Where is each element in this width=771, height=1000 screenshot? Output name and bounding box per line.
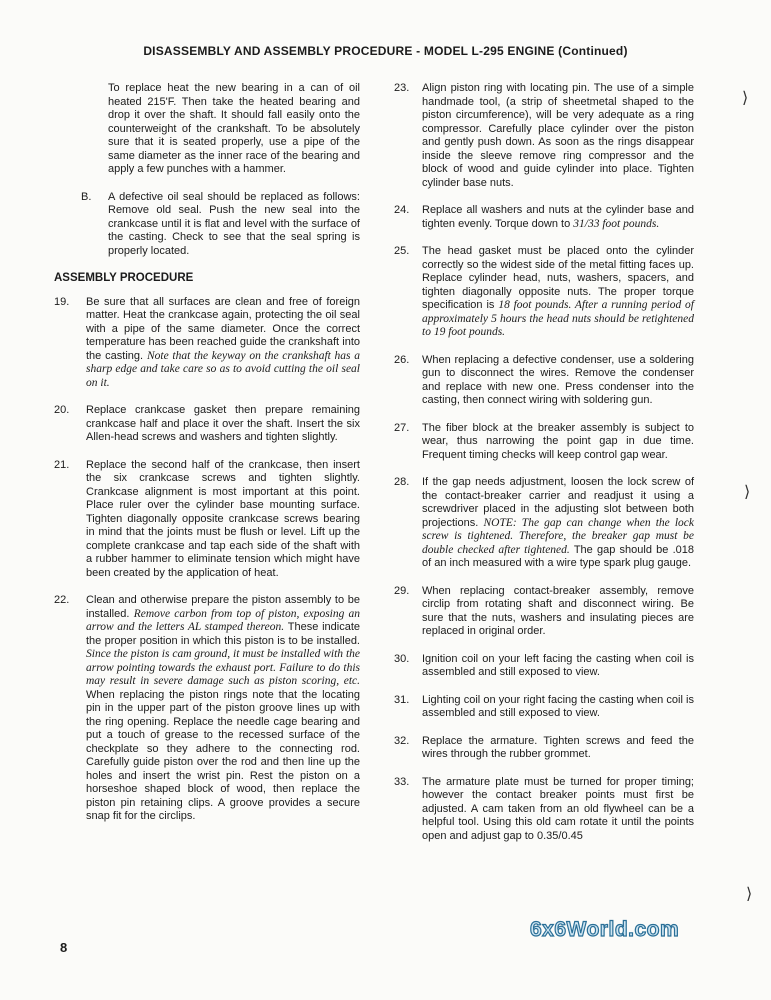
item-text: The armature plate must be turned for proper timing; however the contact breaker points must first be adjusted. A cam taken from an old flywheel can be a helpful tool. Using this old cam rotate it until the points open and adjust gap to 0.35/0.45 bbox=[422, 775, 694, 842]
item-text bbox=[422, 476, 694, 571]
binding-mark-icon: ⟩ bbox=[744, 482, 751, 501]
item-number: 23. bbox=[394, 82, 410, 94]
watermark-logo: 6x6World.com bbox=[530, 918, 680, 941]
page-number: 8 bbox=[60, 940, 68, 955]
list-item-31 bbox=[394, 694, 694, 721]
item-text-plain: These indicate the proper position in which this piston is to be installed. bbox=[86, 621, 361, 647]
item-text-plain: The gap should be .018 of an inch measured with a wire type spark plug gauge. bbox=[422, 543, 695, 569]
item-number: 28. bbox=[394, 476, 410, 488]
item-text-italic: Note that the keyway on the crankshaft has a sharp edge and take care so as to avoid cutting the oil seal on it. bbox=[86, 349, 360, 389]
item-text-italic: Since the piston is cam ground, it must be installed with the arrow pointing towards the exhaust port. Failure to do this may result in severe damage such as piston scoring, etc. bbox=[86, 648, 360, 687]
item-number: 20. bbox=[54, 404, 70, 416]
item-number: 31. bbox=[394, 693, 410, 706]
item-text: Align piston ring with locating pin. The use of a simple handmade tool, (a strip of sheetmetal shaped to the piston circumference), will be very adequate as a ring compressor. Carefully place cylinder over the piston and gently push down. As soon as the rings disappear inside the sleeve remove ring compressor and the block of wood and guide cylinder into place. Tighten cylinder base nuts. bbox=[422, 82, 694, 189]
item-text-plain: Replace all washers and nuts at the cylinder base and tighten evenly. Torque down to bbox=[422, 204, 694, 230]
list-item-19 bbox=[54, 296, 360, 391]
item-number: 27. bbox=[394, 421, 410, 434]
list-item-27 bbox=[394, 422, 694, 463]
left-column bbox=[54, 82, 360, 824]
binding-mark-icon: ⟩ bbox=[746, 884, 753, 903]
list-item-24 bbox=[394, 204, 694, 231]
item-number: 29. bbox=[394, 584, 410, 597]
item-text bbox=[86, 594, 360, 824]
item-text: The fiber block at the breaker assembly is subject to wear, thus narrowing the point gap in due time. Frequent timing checks will keep control gap wear. bbox=[422, 421, 694, 461]
item-number: 33. bbox=[394, 775, 410, 788]
list-item-30 bbox=[394, 653, 694, 680]
list-item-20 bbox=[54, 404, 360, 445]
item-text-italic: NOTE: The gap can change when the lock screw is tightened. Therefore, the breaker gap must be double checked after tightened. bbox=[422, 516, 694, 556]
item-text: When replacing contact-breaker assembly, remove circlip from rotating shaft and disconnect wiring. Be sure that the nuts, washers and insulating pieces are replaced in original order. bbox=[422, 584, 694, 637]
list-item-23 bbox=[394, 82, 694, 190]
item-text: Ignition coil on your left facing the casting when coil is assembled and still exposed to view. bbox=[422, 652, 694, 678]
item-text: Replace the second half of the crankcase, then insert the six crankcase screws and tighten slightly. Crankcase alignment is most important at this point. Place ruler over the cylinder base mounting surface. Tighten diagonally opposite crankcase screws bearing in mind that the joints must be flush or level. Lift up the complete crankcase and tap each side of the shaft with a rubber hammer to eliminate tension which might have been created by the application of heat. bbox=[86, 458, 360, 579]
item-text bbox=[86, 296, 360, 391]
binding-mark-icon: ⟩ bbox=[742, 88, 749, 107]
item-text-plain: Be sure that all surfaces are clean and free of foreign matter. Heat the crankcase again, protecting the oil seal with a pipe of the same diameter. Once the correct temperature has been reached guide the crankshaft into the casting. bbox=[86, 295, 360, 362]
section-heading: ASSEMBLY PROCEDURE bbox=[54, 272, 194, 284]
list-item-28 bbox=[394, 476, 694, 571]
item-number: 26. bbox=[394, 353, 410, 366]
page-header: DISASSEMBLY AND ASSEMBLY PROCEDURE - MODEL L-295 ENGINE (Continued) bbox=[143, 44, 628, 58]
item-text-italic: 31/33 foot pounds. bbox=[573, 217, 660, 230]
item-number: 21. bbox=[54, 458, 70, 471]
item-text-plain: If the gap needs adjustment, loosen the lock screw of the contact-breaker carrier and readjust it using a screwdriver placed in the adjusting slot between both projections. bbox=[422, 476, 694, 529]
bearing-intro-paragraph: To replace heat the new bearing in a can of oil heated 215'F. Then take the heated bearing and drop it over the shaft. It should fall easily onto the counterweight of the crankshaft. To be absolutely sure that it is seated properly, use a pipe of the same diameter as the inner race of the bearing and apply a few punches with a hammer. bbox=[108, 82, 360, 175]
item-number: B. bbox=[81, 190, 92, 203]
list-item-26 bbox=[394, 354, 694, 408]
item-text: Replace the armature. Tighten screws and feed the wires through the rubber grommet. bbox=[422, 734, 694, 760]
list-item-b bbox=[54, 191, 360, 259]
item-text-plain: Clean and otherwise prepare the piston assembly to be installed. bbox=[86, 594, 360, 620]
list-item-29 bbox=[394, 585, 694, 639]
item-text bbox=[422, 204, 694, 231]
list-item-25 bbox=[394, 245, 694, 340]
item-text: Lighting coil on your right facing the casting when coil is assembled and still exposed to view. bbox=[422, 693, 694, 719]
item-number: 30. bbox=[394, 652, 410, 665]
item-number: 19. bbox=[54, 295, 70, 308]
item-text: A defective oil seal should be replaced as follows: Remove old seal. Push the new seal into the crankcase until it is flat and level with the surface of the casting. Check to see that the seal spring is properly located. bbox=[108, 190, 360, 257]
item-number: 25. bbox=[394, 245, 410, 257]
item-text-plain: When replacing the piston rings note that the locating pin in the upper part of the piston groove lines up with the ring opening. Replace the needle cage bearing and put a touch of grease to the recessed surface of the checkplate so they adhere to the connecting rod. Carefully guide piston over the rod and then line up the holes and insert the wrist pin. Rest the piston on a horseshoe shaped block of wood, then replace the piston pin retaining clips. A groove provides a secure snap fit for the circlips. bbox=[86, 688, 360, 822]
list-item-33 bbox=[394, 776, 694, 844]
item-text-italic: 18 foot pounds. After a running period of approximately 5 hours the head nuts should be retightened to 19 foot pounds. bbox=[422, 299, 694, 338]
list-item-22 bbox=[54, 594, 360, 824]
item-text bbox=[422, 245, 694, 340]
list-item-32 bbox=[394, 735, 694, 762]
item-text: Replace crankcase gasket then prepare remaining crankcase half and place it over the shaft. Insert the six Allen-head screws and washers and tighten slightly. bbox=[86, 404, 360, 443]
item-number: 32. bbox=[394, 734, 410, 747]
item-text-italic: Remove carbon from top of piston, exposing an arrow and the letters AL stamped thereon. bbox=[86, 607, 361, 633]
item-text: When replacing a defective condenser, use a soldering gun to disconnect the wires. Remove the condenser and replace with new one. Press condenser into the casting, then connect wiring with soldering gun. bbox=[422, 353, 694, 406]
right-column bbox=[394, 82, 694, 843]
item-text-plain: The head gasket must be placed onto the cylinder correctly so the widest side of the metal fitting faces up. Replace cylinder head, nuts, washers, spacers, and tighten diagonally opposite nuts. The proper torque specification is bbox=[422, 245, 694, 311]
item-number: 22. bbox=[54, 594, 70, 606]
list-item-21 bbox=[54, 459, 360, 581]
item-number: 24. bbox=[394, 204, 410, 216]
